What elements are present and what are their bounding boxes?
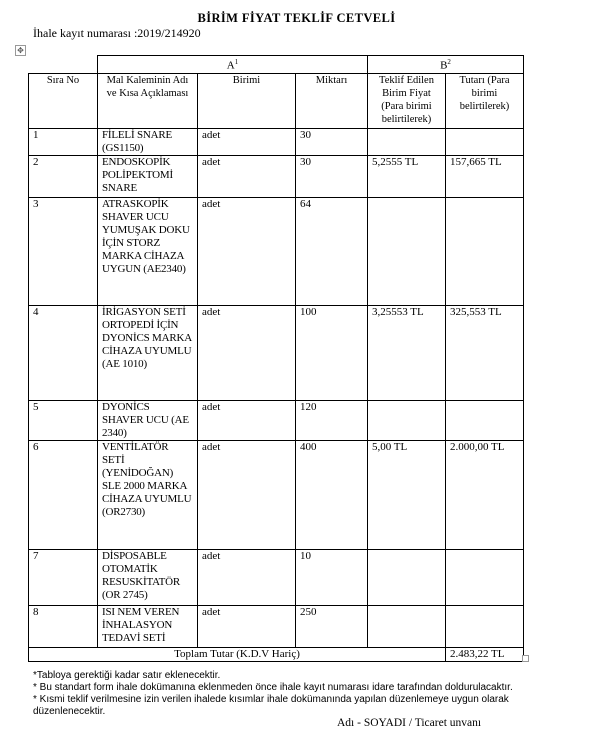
- row-no: 1: [29, 128, 98, 155]
- col-header-birimi: Birimi: [198, 73, 296, 128]
- row-no: 4: [29, 305, 98, 400]
- row-no: 2: [29, 155, 98, 197]
- footnote: * Bu standart form ihale dokümanına eklenmeden önce ihale kayıt numarası idare tarafından doldurulacaktır.: [33, 682, 513, 693]
- row-qty: 120: [296, 400, 368, 440]
- row-desc: ATRASKOPİK SHAVER UCU YUMUŞAK DOKU İÇİN STORZ MARKA CİHAZA UYGUN (AE2340): [98, 197, 198, 305]
- table-row: [29, 155, 524, 197]
- row-total: 2.000,00 TL: [446, 440, 524, 549]
- row-unit: adet: [198, 197, 296, 305]
- row-qty: 30: [296, 155, 368, 197]
- row-qty: 30: [296, 128, 368, 155]
- group-a-header: [98, 56, 368, 74]
- col-header-miktari: Miktarı: [296, 73, 368, 128]
- col-header-aciklama: Mal Kaleminin Adı ve Kısa Açıklaması: [98, 73, 198, 128]
- page-title: BİRİM FİYAT TEKLİF CETVELİ: [197, 11, 396, 25]
- row-desc: DİSPOSABLE OTOMATİK RESUSKİTATÖR (OR 2745): [98, 549, 198, 605]
- row-total: [446, 605, 524, 647]
- row-total: [446, 197, 524, 305]
- row-desc: ISI NEM VEREN İNHALASYON TEDAVİ SETİ: [98, 605, 198, 647]
- row-price: 3,25553 TL: [368, 305, 446, 400]
- group-b-sup: 2: [447, 58, 451, 66]
- footnote: *Tabloya gerektiği kadar satır eklenecektir.: [33, 670, 221, 681]
- row-no: 5: [29, 400, 98, 440]
- row-desc: ENDOSKOPİK POLİPEKTOMİ SNARE: [98, 155, 198, 197]
- table-row: [29, 605, 524, 647]
- row-total: 157,665 TL: [446, 155, 524, 197]
- table-move-handle-icon[interactable]: ✥: [15, 45, 26, 56]
- row-price: 5,00 TL: [368, 440, 446, 549]
- row-total: [446, 400, 524, 440]
- row-unit: adet: [198, 128, 296, 155]
- col-header-birim-fiyat: Teklif Edilen Birim Fiyat (Para birimi belirtilerek): [368, 73, 446, 128]
- row-price: 5,2555 TL: [368, 155, 446, 197]
- row-total: [446, 549, 524, 605]
- row-no: 3: [29, 197, 98, 305]
- row-qty: 400: [296, 440, 368, 549]
- row-total: [446, 128, 524, 155]
- footnote: * Kısmi teklif verilmesine izin verilen ihalede kısımlar ihale dokümanında yapılan düzenlemeye uygun olarak düzenlenecektir.: [33, 694, 509, 717]
- row-qty: 64: [296, 197, 368, 305]
- row-no: 7: [29, 549, 98, 605]
- row-desc: İRİGASYON SETİ ORTOPEDİ İÇİN DYONİCS MARKA CİHAZA UYUMLU (AE 1010): [98, 305, 198, 400]
- row-unit: adet: [198, 305, 296, 400]
- empty-cell: [29, 56, 98, 74]
- row-desc: FİLELİ SNARE (GS1150): [98, 128, 198, 155]
- group-header-row: [29, 56, 524, 74]
- price-table: [28, 55, 524, 662]
- row-price: [368, 400, 446, 440]
- row-price: [368, 197, 446, 305]
- group-a-label: A: [226, 59, 235, 72]
- total-label: Toplam Tutar (K.D.V Hariç): [29, 647, 446, 661]
- registration-number: İhale kayıt numarası :2019/214920: [33, 26, 201, 40]
- col-header-tutari: Tutarı (Para birimi belirtilerek): [446, 73, 524, 128]
- total-value: 2.483,22 TL: [446, 647, 524, 661]
- table-row: [29, 549, 524, 605]
- row-price: [368, 605, 446, 647]
- row-unit: adet: [198, 440, 296, 549]
- row-no: 8: [29, 605, 98, 647]
- row-qty: 100: [296, 305, 368, 400]
- row-qty: 10: [296, 549, 368, 605]
- footnotes: [33, 670, 553, 718]
- row-unit: adet: [198, 400, 296, 440]
- group-a-sup: 1: [234, 58, 239, 66]
- table-row: [29, 400, 524, 440]
- row-desc: VENTİLATÖR SETİ (YENİDOĞAN) SLE 2000 MARKA CİHAZA UYUMLU (OR2730): [98, 440, 198, 549]
- row-total: 325,553 TL: [446, 305, 524, 400]
- group-b-label: B: [440, 59, 448, 72]
- row-desc: DYONİCS SHAVER UCU (AE 2340): [98, 400, 198, 440]
- group-b-header: [368, 56, 524, 74]
- row-price: [368, 549, 446, 605]
- table-row: [29, 197, 524, 305]
- row-no: 6: [29, 440, 98, 549]
- row-price: [368, 128, 446, 155]
- table-row: [29, 305, 524, 400]
- table-resize-handle[interactable]: [522, 655, 529, 662]
- row-unit: adet: [198, 605, 296, 647]
- row-qty: 250: [296, 605, 368, 647]
- col-header-sira: Sıra No: [29, 73, 98, 128]
- table-row: [29, 440, 524, 549]
- row-unit: adet: [198, 155, 296, 197]
- column-header-row: [29, 73, 524, 128]
- total-row: [29, 647, 524, 661]
- signature-line: Adı - SOYADI / Ticaret unvanı: [337, 717, 482, 729]
- row-unit: adet: [198, 549, 296, 605]
- table-row: [29, 128, 524, 155]
